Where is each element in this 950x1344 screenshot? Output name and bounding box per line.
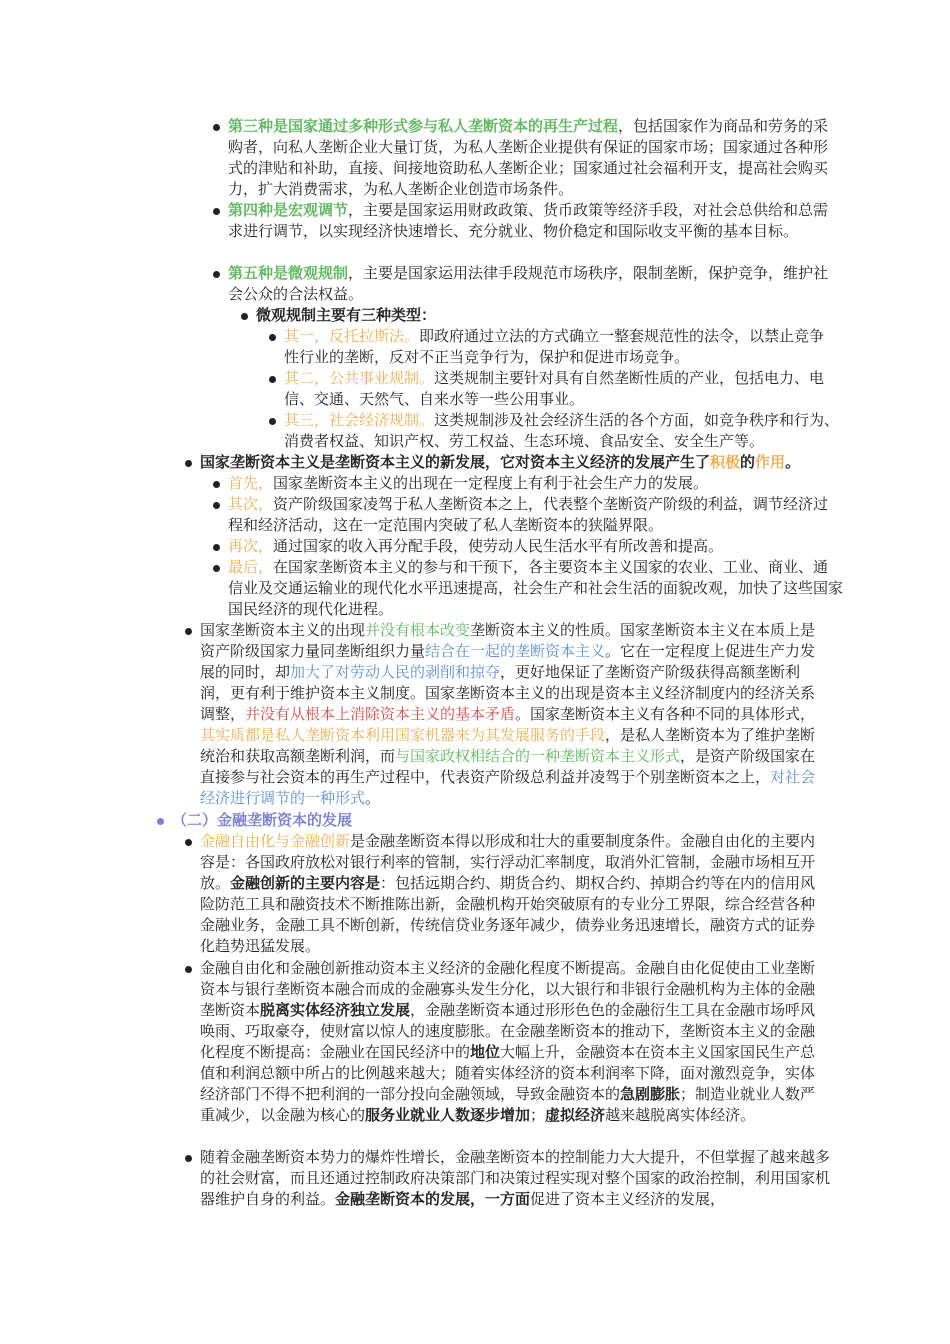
text-segment: 对社会经济进行调节的一种形式 xyxy=(200,768,816,807)
text-segment: 即政府通过立法的方式确立一整套规范性的法令，以禁止竞争性行业的垄断，反对不正当竞争行为，保护和促进市场竞争。 xyxy=(284,327,825,366)
bullet-icon xyxy=(213,565,220,572)
text-segment: 脱离实体经济独立发展 xyxy=(260,1001,411,1019)
bullet-icon xyxy=(213,208,220,215)
bullet-icon xyxy=(213,481,220,488)
text-segment: 促进了资本主义经济的发展， xyxy=(530,1190,726,1208)
text-segment: ，是资产阶级国家在直接参与社会资本的再生产过程中，代表资产阶级总利益并凌驾于个别垄断资本之上， xyxy=(200,747,816,786)
paragraph-financialization xyxy=(200,958,825,1126)
bullet-icon xyxy=(213,271,220,278)
text-segment: 国家垄断资本主义的出现在一定程度上有利于社会生产力的发展。 xyxy=(273,474,709,492)
paragraph-public-utility-regulation xyxy=(284,368,829,410)
text-segment: 其二，公共事业规制。 xyxy=(284,369,435,387)
bullet-icon xyxy=(213,544,220,551)
text-segment: 首先， xyxy=(228,474,274,492)
heading-micro-regulation-types xyxy=(256,305,836,326)
text-segment: 在国家垄断资本主义的参与和干预下，各主要资本主义国家的农业、工业、商业、通信业及交通运输业的现代化水平迅速提高，社会生产和社会生活的面貌改观，加快了这些国家国民经济的现代化进程。 xyxy=(228,558,844,618)
text-segment: 与国家政权相结合的一种垄断资本主义形式 xyxy=(395,747,681,765)
text-segment: ，金融垄断资本通过形形色色的金融衍生工具在金融市场呼风唤雨、巧取豪夺，使财富以惊人的速度膨胀。在金融垄断资本的推动下，垄断资本主义的金融化程度不断提高：金融业在国民经济中的 xyxy=(200,1001,816,1061)
text-segment: 积极 xyxy=(710,453,741,471)
bullet-icon xyxy=(185,1155,192,1162)
text-segment: ，是私人垄断资本为了维护垄断统治和获取高额垄断利润，而 xyxy=(200,726,816,765)
text-segment: 金融创新的主要内容是 xyxy=(230,874,381,892)
bullet-icon xyxy=(269,418,276,425)
text-segment: 垄断资本主义的性质。国家垄断资本主义在本质上是资产阶级国家力量同垄断组织力量 xyxy=(200,621,816,660)
text-segment: 急剧膨胀 xyxy=(620,1085,681,1103)
text-segment: ，包括国家作为商品和劳务的采购者，向私人垄断企业大量订货，为私人垄断企业提供有保证的国家市场；国家通过各种形式的津贴和补助，直接、间接地资助私人垄断企业；国家通过社会福利开支，提高社会购买力，扩大消费需求，为私人垄断企业创造市场条件。 xyxy=(228,117,829,198)
text-segment: 第四种是宏观调节 xyxy=(228,201,349,219)
text-segment: 是金融垄断资本得以形成和壮大的重要制度条件。金融自由化的主要内容是：各国政府放松对银行利率的管制，实行浮动汇率制度，取消外汇管制，金融市场相互开放。 xyxy=(200,832,816,892)
bullet-icon xyxy=(269,334,276,341)
text-segment: 并没有从根本上消除资本主义的基本矛盾 xyxy=(245,705,516,723)
text-segment: 其一，反托拉斯法。 xyxy=(284,327,420,345)
section-heading-financial-monopoly xyxy=(172,810,822,831)
text-segment: 这类规制涉及社会经济生活的各个方面，如竞争秩序和行为、消费者权益、知识产权、劳工权益、生态环境、食品安全、安全生产等。 xyxy=(284,411,840,450)
bullet-icon xyxy=(185,460,192,467)
bullet-icon xyxy=(213,124,220,131)
bullet-icon xyxy=(213,502,220,509)
text-segment: 资产阶级国家凌驾于私人垄断资本之上，代表整个垄断资产阶级的利益，调节经济过程和经济活动，这在一定范围内突破了私人垄断资本的狭隘界限。 xyxy=(228,495,829,534)
text-segment: ； xyxy=(530,1106,546,1124)
text-segment: 地位 xyxy=(470,1043,501,1061)
text-segment: 作用 xyxy=(755,453,786,471)
text-segment: ，主要是国家运用财政政策、货币政策等经济手段，对社会总供给和总需求进行调节，以实现经济快速增长、充分就业、物价稳定和国际收支平衡的基本目标。 xyxy=(228,201,829,240)
text-segment: 服务业就业人数逐步增加 xyxy=(365,1106,531,1124)
paragraph-state-participation xyxy=(228,116,835,200)
text-segment: 金融垄断资本的发展，一方面 xyxy=(335,1190,531,1208)
text-segment: 随着金融垄断资本势力的爆炸性增长，金融垄断资本的控制能力大大提升，不但掌握了越来越多的社会财富，而且还通过控制政府决策部门和决策过程实现对整个国家的政治控制，利用国家机器维护自身的利益。 xyxy=(200,1148,831,1208)
paragraph-third xyxy=(228,536,835,557)
bullet-icon xyxy=(241,313,248,320)
text-segment: 国家垄断资本主义是垄断资本主义的新发展，它对资本主义经济的发展产生了 xyxy=(200,453,711,471)
paragraph-control-expansion xyxy=(200,1147,836,1210)
text-segment: ；制造业就业人数严重减少，以金融为核心的 xyxy=(200,1085,816,1124)
text-segment: 国家垄断资本主义的出现 xyxy=(200,621,366,639)
paragraph-last xyxy=(228,557,843,620)
bullet-icon xyxy=(269,376,276,383)
text-segment: 通过国家的收入再分配手段，使劳动人民生活水平有所改善和提高。 xyxy=(273,537,724,555)
text-segment: ：包括远期合约、期货合约、期权合约、掉期合约等在内的信用风险防范工具和融资技术不断推陈出新，金融机构开始突破原有的专业分工界限，综合经营各种金融业务，金融工具不断创新，传统信贷业务逐年减少，债券业务迅速增长，融资方式的证券化趋势迅猛发展。 xyxy=(200,874,816,955)
bullet-icon xyxy=(185,628,192,635)
bullet-icon xyxy=(157,818,164,825)
paragraph-liberalization-innovation xyxy=(200,831,825,957)
text-segment: 。 xyxy=(365,789,381,807)
text-segment: 的 xyxy=(740,453,756,471)
text-segment: 大幅上升，金融资本在资本主义国家国民生产总值和利润总额中所占的比例越来越大；随着实体经济的资本利润率下降，面对激烈竞争，实体经济部门不得不把利润的一部分投向金融领域，导致金融资本的 xyxy=(200,1043,816,1103)
text-segment: 结合在一起的垄断资本主义 xyxy=(425,642,606,660)
bullet-icon xyxy=(185,966,192,973)
text-segment: 金融自由化和金融创新推动资本主义经济的金融化程度不断提高。金融自由化促使由工业垄断资本与银行垄断资本融合而成的金融寡头发生分化，以大银行和非银行金融机构为主体的金融垄断资本 xyxy=(200,959,816,1019)
text-segment: 其次， xyxy=(228,495,274,513)
paragraph-nature-unchanged xyxy=(200,620,825,809)
text-segment: 加大了对劳动人民的剥削和掠夺 xyxy=(290,663,501,681)
paragraph-second xyxy=(228,494,835,536)
text-segment: 其实质都是私人垄断资本利用国家机器来为其发展服务的手段 xyxy=(200,726,606,744)
text-segment: 虚拟经济 xyxy=(545,1106,606,1124)
text-segment: 。 xyxy=(785,453,801,471)
text-segment: 。它在一定程度上促进生产力发展的同时，却 xyxy=(200,642,816,681)
text-segment: 第三种是国家通过多种形式参与私人垄断资本的再生产过程 xyxy=(228,117,619,135)
text-segment: 其三，社会经济规制。 xyxy=(284,411,435,429)
text-segment: 微观规制主要有三种类型： xyxy=(256,306,437,324)
heading-positive-effects xyxy=(200,452,850,473)
paragraph-first xyxy=(228,473,835,494)
text-segment: ，更好地保证了垄断资产阶级获得高额垄断利润，更有利于维护资本主义制度。国家垄断资本主义的出现是资本主义经济制度内的经济关系调整， xyxy=(200,663,816,723)
text-segment: 这类规制主要针对具有自然垄断性质的产业，包括电力、电信、交通、天然气、自来水等一些公用事业。 xyxy=(284,369,825,408)
bullet-icon xyxy=(185,839,192,846)
text-segment: （二）金融垄断资本的发展 xyxy=(172,811,353,829)
text-segment: 第五种是微观规制 xyxy=(228,264,349,282)
text-segment: 。国家垄断资本主义有各种不同的具体形式， xyxy=(515,705,816,723)
text-segment: 金融自由化与金融创新 xyxy=(200,832,351,850)
paragraph-macro-regulation xyxy=(228,200,835,242)
text-segment: 再次， xyxy=(228,537,274,555)
text-segment: 最后， xyxy=(228,558,274,576)
paragraph-micro-regulation xyxy=(228,263,835,305)
text-segment: 越来越脱离实体经济。 xyxy=(605,1106,756,1124)
paragraph-socio-economic-regulation xyxy=(284,410,844,452)
text-segment: ，主要是国家运用法律手段规范市场秩序，限制垄断，保护竞争，维护社会公众的合法权益。 xyxy=(228,264,829,303)
text-segment: 并没有根本改变 xyxy=(365,621,471,639)
paragraph-antitrust-law xyxy=(284,326,829,368)
